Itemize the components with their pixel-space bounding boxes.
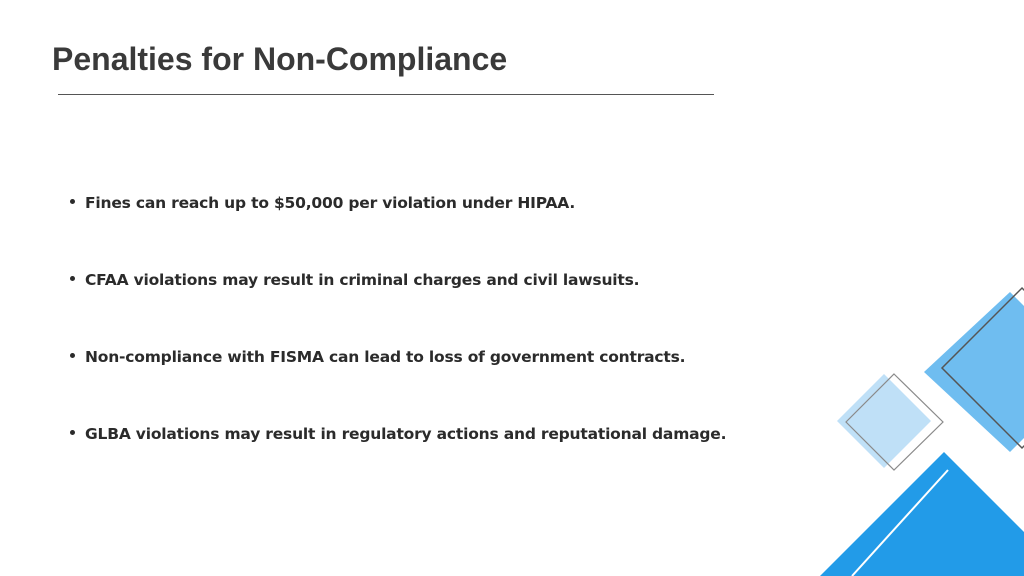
bullet-text: Fines can reach up to $50,000 per violation under HIPAA.: [85, 194, 576, 212]
accent-blue-diamond: [808, 452, 1024, 576]
mid-blue-diamond: [924, 292, 1024, 452]
bullet-text: GLBA violations may result in regulatory actions and reputational damage.: [85, 425, 727, 443]
slide-title: Penalties for Non-Compliance: [52, 41, 508, 77]
light-blue-diamond: [837, 374, 931, 468]
bullet-text: CFAA violations may result in criminal charges and civil lawsuits.: [85, 271, 640, 289]
bullet-text: Non-compliance with FISMA can lead to loss of government contracts.: [85, 348, 686, 366]
